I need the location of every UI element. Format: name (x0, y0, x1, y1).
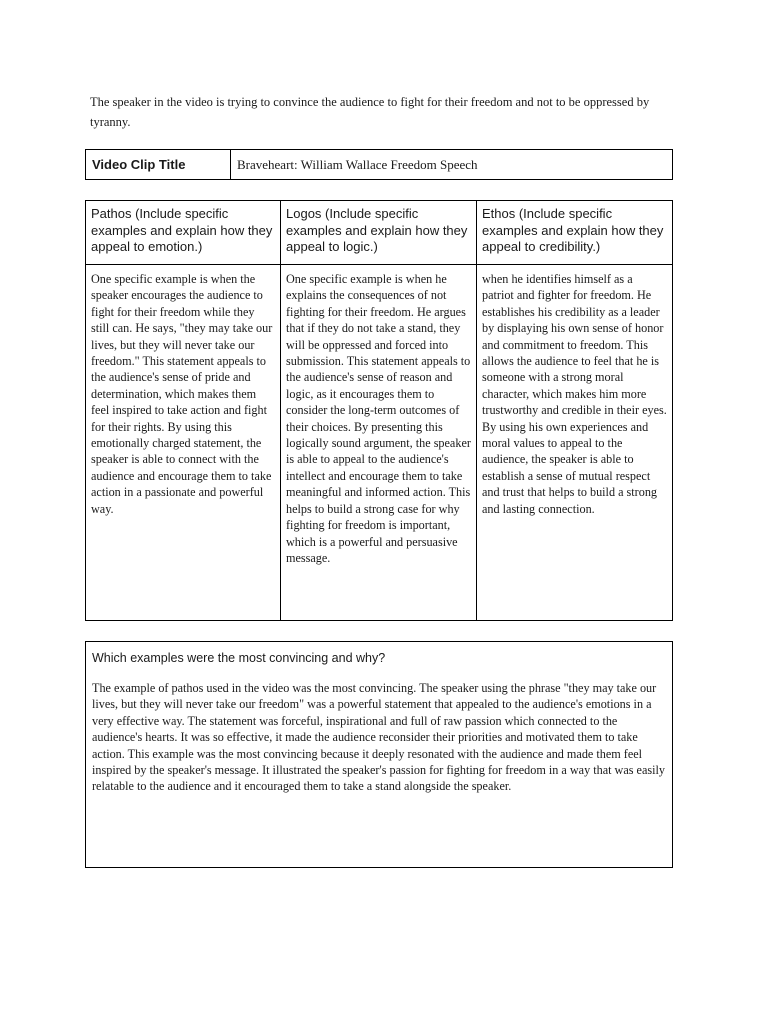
ethos-header: Ethos (Include specific examples and explain how they appeal to credibility.) (477, 201, 672, 265)
video-clip-title-value: Braveheart: William Wallace Freedom Speech (237, 157, 478, 172)
pathos-header: Pathos (Include specific examples and explain how they appeal to emotion.) (86, 201, 281, 265)
pathos-text: One specific example is when the speaker encourages the audience to fight for their freedom while they still can. He says, "they may take our lives, but they will never take our freedom." This statement appeals to the audience's sense of pride and determination, which makes them feel inspired to take action and fight for their rights. By using this emotionally charged statement, the speaker is able to connect with the audience and encourage them to take action in a passionate and powerful way. (86, 265, 281, 620)
intro-paragraph: The speaker in the video is trying to convince the audience to fight for their freedom and not to be oppressed by tyranny. (90, 95, 650, 129)
ethos-text: when he identifies himself as a patriot and fighter for freedom. He establishes his credibility as a leader by displaying his own sense of honor and commitment to freedom. This allows the audience to feel that he is someone with a strong moral character, which makes him more trustworthy and credible in their eyes. By using his own experiences and moral values to appeal to the audience, the speaker is able to establish a sense of mutual respect and trust that helps to build a strong and lasting connection. (482, 272, 667, 516)
video-clip-title-table (85, 149, 673, 180)
video-clip-title-label: Video Clip Title (86, 150, 231, 179)
most-convincing-box (85, 641, 673, 868)
logos-header: Logos (Include specific examples and explain how they appeal to logic.) (281, 201, 477, 265)
most-convincing-question: Which examples were the most convincing and why? (92, 651, 386, 665)
logos-text: One specific example is when he explains the consequences of not fighting for their freedom. He argues that if they do not take a stand, they will be oppressed and forced into submission. This statement appeals to the audience's sense of reason and logic, as it encourages them to consider the long-term outcomes of their choices. By presenting this logically sound argument, the speaker is able to appeal to the audience's intellect and encourage them to take meaningful and informed action. This helps to build a strong case for why fighting for freedom is important, which is a powerful and persuasive message. (281, 265, 477, 620)
rhetoric-table (85, 200, 673, 621)
most-convincing-answer: The example of pathos used in the video was the most convincing. The speaker using the phrase "they may take our lives, but they will never take our freedom" was a powerful statement that appealed to the audience's emotions in a very effective way. The statement was forceful, inspirational and full of raw passion which connected to the audience's hearts. It was so effective, it made the audience reconsider their priorities and motivated them to take action. This example was the most convincing because it deeply resonated with the audience and made them feel inspired by the speaker's message. It illustrated the speaker's passion for fighting for freedom in a way that was easily relatable to the audience and it encouraged them to take a stand alongside the speaker. (92, 681, 665, 794)
